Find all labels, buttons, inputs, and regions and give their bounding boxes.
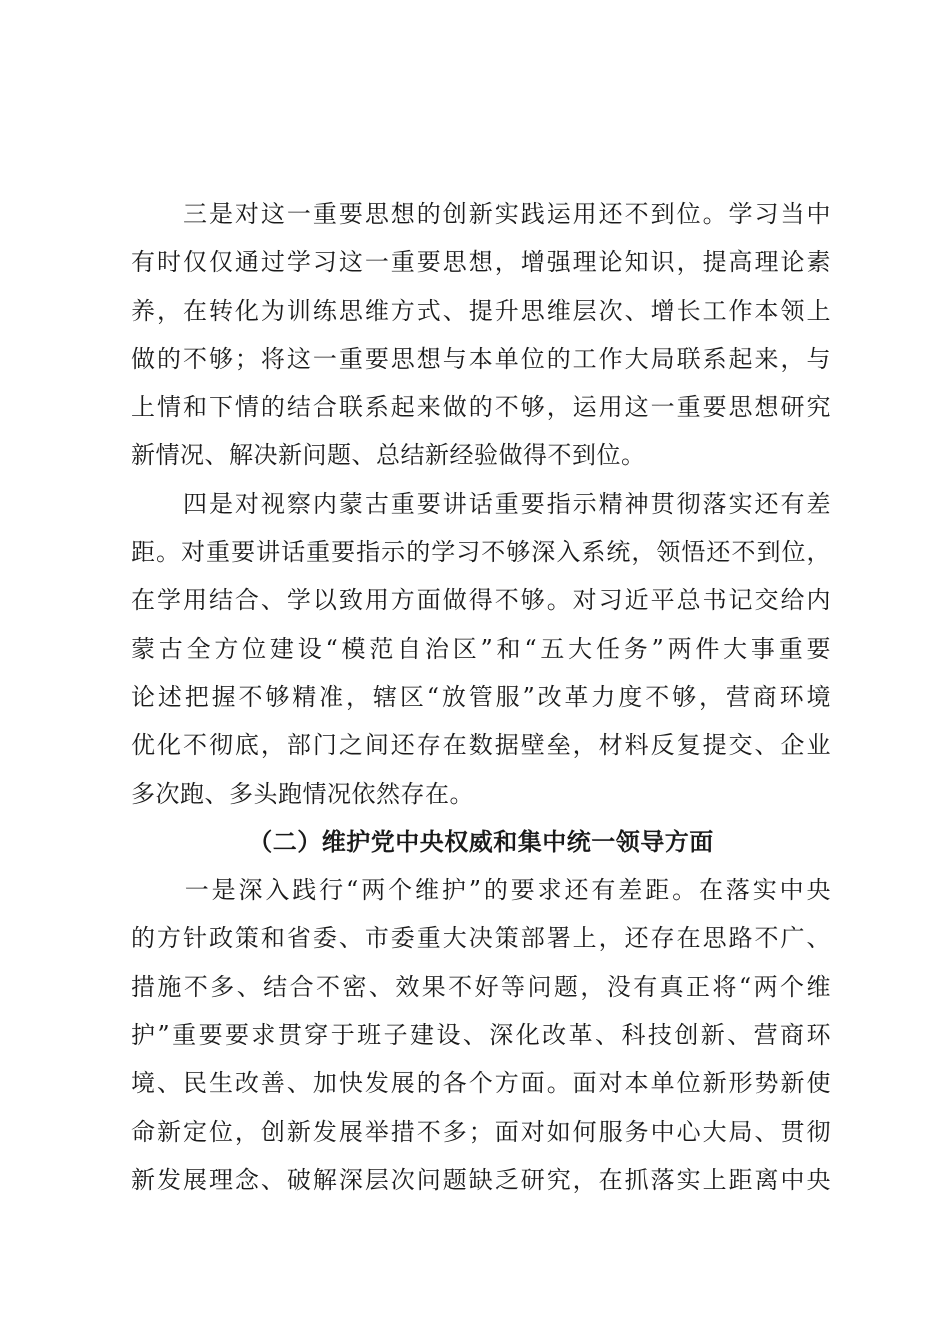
text-line: 三是对这一重要思想的创新实践运用还不到位。学习当中: [131, 200, 831, 228]
text-line: 论述把握不够精准，辖区“放管服”改革力度不够，营商环境: [131, 682, 831, 711]
text-line: 做的不够；将这一重要思想与本单位的工作大局联系起来，与: [131, 344, 831, 373]
text-line: 养，在转化为训练思维方式、提升思维层次、增长工作本领上: [131, 296, 831, 325]
text-line: 一是深入践行“两个维护”的要求还有差距。在落实中央: [131, 876, 831, 905]
text-line: 的方针政策和省委、市委重大决策部署上，还存在思路不广、: [131, 924, 831, 953]
text-line: 多次跑、多头跑情况依然存在。: [131, 779, 474, 808]
paragraph-4-inner-mongolia-instructions: [131, 480, 831, 818]
text-line: 上情和下情的结合联系起来做的不够，运用这一重要思想研究: [131, 393, 831, 422]
text-line: 有时仅仅通过学习这一重要思想，增强理论知识，提高理论素: [131, 248, 831, 277]
text-line: 蒙古全方位建设“模范自治区”和“五大任务”两件大事重要: [131, 634, 831, 663]
text-line: 在学用结合、学以致用方面做得不够。对习近平总书记交给内: [131, 586, 831, 615]
document-body: [131, 190, 831, 1204]
paragraph-3-innovation-practice: [131, 190, 831, 480]
text-line: 境、民生改善、加快发展的各个方面。面对本单位新形势新使: [131, 1069, 831, 1098]
text-line: 护”重要要求贯穿于班子建设、深化改革、科技创新、营商环: [131, 1021, 831, 1050]
text-line: 新发展理念、破解深层次问题缺乏研究，在抓落实上距离中央: [131, 1165, 831, 1194]
text-line: 优化不彻底，部门之间还存在数据壁垒，材料反复提交、企业: [131, 731, 831, 760]
text-line: 新情况、解决新问题、总结新经验做得不到位。: [131, 441, 646, 470]
text-line: 措施不多、结合不密、效果不好等问题，没有真正将“两个维: [131, 972, 831, 1001]
section-heading: （二）维护党中央权威和集中统一领导方面: [248, 826, 714, 856]
text-line: 距。对重要讲话重要指示的学习不够深入系统，领悟还不到位，: [131, 538, 831, 567]
text-line: 四是对视察内蒙古重要讲话重要指示精神贯彻落实还有差: [131, 489, 831, 518]
text-line: 命新定位，创新发展举措不多；面对如何服务中心大局、贯彻: [131, 1117, 831, 1146]
paragraph-1-two-safeguards: [131, 866, 831, 1204]
